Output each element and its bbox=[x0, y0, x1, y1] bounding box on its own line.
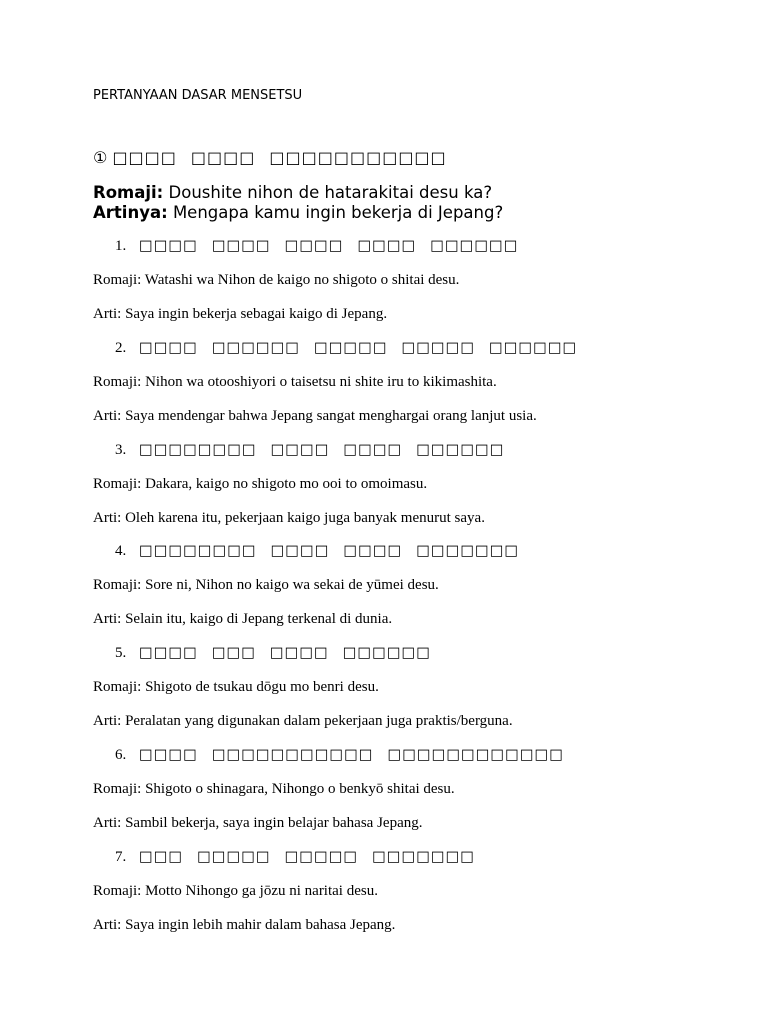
answer-japanese bbox=[115, 645, 445, 662]
japanese-glyph-group: □□□□□□ bbox=[416, 442, 505, 458]
japanese-glyph-group: □□□□ bbox=[190, 148, 256, 167]
question-translation bbox=[93, 183, 503, 223]
question-romaji-line bbox=[93, 183, 503, 203]
answer-japanese bbox=[115, 849, 489, 866]
answer-romaji: Romaji: Motto Nihongo ga jōzu ni naritai desu. bbox=[93, 883, 378, 899]
answer-romaji: Romaji: Shigoto o shinagara, Nihongo o benkyō shitai desu. bbox=[93, 781, 455, 797]
japanese-glyph-group: □□□□□□□□□□□ bbox=[269, 148, 447, 167]
japanese-glyph-group: □□□□□□□ bbox=[416, 543, 520, 559]
japanese-glyph-group: □□□□□ bbox=[284, 849, 359, 865]
japanese-glyph-group: □□□□ bbox=[343, 543, 403, 559]
answer-number: 6. bbox=[115, 747, 127, 763]
answer-romaji: Romaji: Nihon wa otooshiyori o taisetsu ni shite iru to kikimashita. bbox=[93, 374, 497, 390]
answer-romaji: Romaji: Watashi wa Nihon de kaigo no shigoto o shitai desu. bbox=[93, 272, 460, 288]
japanese-glyph-group: □□□□□□□ bbox=[372, 849, 476, 865]
answer-romaji: Romaji: Sore ni, Nihon no kaigo wa sekai de yūmei desu. bbox=[93, 577, 439, 593]
japanese-glyph-group: □□□□□□ bbox=[342, 645, 431, 661]
answer-japanese bbox=[115, 543, 533, 560]
answer-romaji: Romaji: Shigoto de tsukau dōgu mo benri desu. bbox=[93, 679, 379, 695]
answer-arti: Arti: Peralatan yang digunakan dalam pekerjaan juga praktis/berguna. bbox=[93, 713, 513, 729]
answer-number: 1. bbox=[115, 238, 127, 254]
answer-japanese bbox=[115, 442, 518, 459]
question-romaji: Doushite nihon de hatarakitai desu ka? bbox=[168, 183, 493, 202]
japanese-glyph-group: □□□□ bbox=[139, 747, 198, 763]
japanese-glyph-group: □□□□□□ bbox=[211, 340, 301, 356]
answer-number: 3. bbox=[115, 442, 127, 458]
japanese-glyph-group: □□□ bbox=[211, 645, 256, 661]
japanese-glyph-group: □□□□ bbox=[270, 543, 330, 559]
answer-romaji: Romaji: Dakara, kaigo no shigoto mo ooi to omoimasu. bbox=[93, 476, 428, 492]
japanese-glyph-group: □□□□□ bbox=[314, 340, 388, 356]
japanese-glyph-group: □□□□□□ bbox=[430, 238, 519, 254]
japanese-glyph-group: □□□□ bbox=[112, 148, 177, 167]
japanese-glyph-group: □□□□ bbox=[269, 645, 329, 661]
question-japanese bbox=[93, 148, 461, 167]
japanese-glyph-group: □□□□ bbox=[139, 645, 198, 661]
romaji-label: Romaji: bbox=[93, 183, 164, 202]
answer-arti: Arti: Selain itu, kaigo di Jepang terkenal di dunia. bbox=[93, 611, 393, 627]
question-artinya-line bbox=[93, 203, 503, 223]
japanese-glyph-group: □□□□□□ bbox=[489, 340, 578, 356]
japanese-glyph-group: □□□□□□□□ bbox=[139, 442, 257, 458]
answer-arti: Arti: Saya ingin lebih mahir dalam bahasa Jepang. bbox=[93, 917, 396, 933]
artinya-label: Artinya: bbox=[93, 203, 168, 222]
answer-arti: Arti: Saya mendengar bahwa Jepang sangat menghargai orang lanjut usia. bbox=[93, 408, 537, 424]
japanese-glyph-group: □□□□□□□□□□□ bbox=[211, 747, 374, 763]
question-marker: ① bbox=[93, 148, 108, 167]
answer-japanese bbox=[115, 340, 591, 357]
answer-number: 4. bbox=[115, 543, 127, 559]
japanese-glyph-group: □□□□ bbox=[343, 442, 403, 458]
answer-number: 2. bbox=[115, 340, 127, 356]
answer-arti: Arti: Oleh karena itu, pekerjaan kaigo juga banyak menurut saya. bbox=[93, 510, 485, 526]
answer-arti: Arti: Sambil bekerja, saya ingin belajar bahasa Jepang. bbox=[93, 815, 423, 831]
answer-arti: Arti: Saya ingin bekerja sebagai kaigo di Jepang. bbox=[93, 306, 388, 322]
japanese-glyph-group: □□□□□□□□ bbox=[139, 543, 257, 559]
japanese-glyph-group: □□□□□ bbox=[197, 849, 271, 865]
japanese-glyph-group: □□□□ bbox=[270, 442, 330, 458]
answer-japanese bbox=[115, 747, 578, 764]
japanese-glyph-group: □□□□ bbox=[139, 238, 198, 254]
answer-number: 7. bbox=[115, 849, 127, 865]
question-japanese-text bbox=[112, 148, 460, 167]
japanese-glyph-group: □□□□ bbox=[139, 340, 198, 356]
japanese-glyph-group: □□□□ bbox=[211, 238, 271, 254]
japanese-glyph-group: □□□□ bbox=[357, 238, 417, 254]
japanese-glyph-group: □□□□□□□□□□□□ bbox=[387, 747, 564, 763]
answer-number: 5. bbox=[115, 645, 127, 661]
japanese-glyph-group: □□□□ bbox=[284, 238, 344, 254]
japanese-glyph-group: □□□ bbox=[139, 849, 184, 865]
japanese-glyph-group: □□□□□ bbox=[401, 340, 476, 356]
question-artinya: Mengapa kamu ingin bekerja di Jepang? bbox=[172, 203, 504, 222]
document-title: PERTANYAAN DASAR MENSETSU bbox=[93, 88, 303, 103]
answer-japanese bbox=[115, 238, 532, 255]
